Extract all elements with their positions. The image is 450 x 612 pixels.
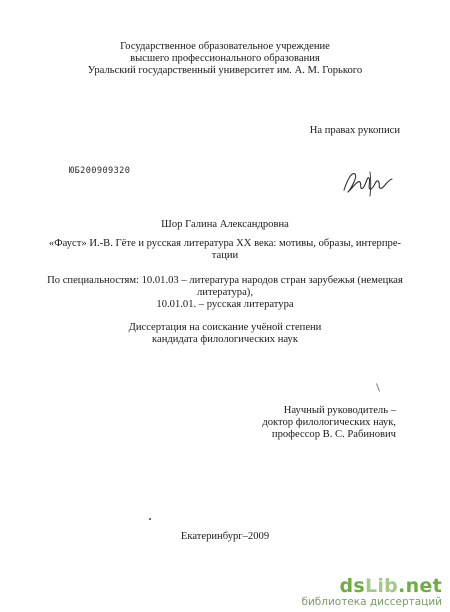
institution-header-line-2: высшего профессионального образования (130, 53, 320, 64)
dslib-subtitle: библиотека диссертаций (301, 596, 442, 608)
logo-part-net: .net (398, 575, 442, 597)
scan-speck (149, 518, 151, 520)
specialties-line-1: По специальностям: 10.01.03 – литература народов стран зарубежья (немецкая (47, 275, 403, 286)
degree-line-2: кандидата филологических наук (152, 334, 298, 345)
logo-part-lib: Lib (364, 575, 399, 597)
author-name: Шор Галина Александровна (161, 219, 289, 230)
supervisor-label: Научный руководитель – (283, 405, 396, 416)
specialties-line-3: 10.01.01. – русская литература (156, 299, 294, 310)
specialties-line-2: литература), (197, 287, 253, 298)
dslib-watermark (301, 576, 442, 608)
rights-note: На правах рукописи (309, 125, 400, 136)
author-signature-image (340, 168, 396, 198)
registration-stamp-number: ЮБ200909320 (69, 166, 131, 176)
supervisor-degree: доктор филологических наук, (262, 417, 396, 428)
scan-mark-tick (376, 383, 380, 392)
logo-part-ds: ds (339, 575, 365, 597)
institution-header-line-1: Государственное образовательное учреждение (120, 41, 330, 52)
supervisor-name: профессор В. С. Рабинович (271, 429, 396, 440)
institution-header-line-3: Уральский государственный университет им. А. М. Горького (87, 65, 363, 76)
dslib-logo (301, 576, 442, 596)
dissertation-title-line-1: «Фауст» И.-В. Гёте и русская литература ХХ века: мотивы, образы, интерпре- (48, 238, 402, 249)
city-year: Екатеринбург–2009 (180, 531, 270, 542)
dissertation-title-line-2: тации (211, 250, 239, 261)
degree-line-1: Диссертация на соискание учёной степени (128, 322, 322, 333)
